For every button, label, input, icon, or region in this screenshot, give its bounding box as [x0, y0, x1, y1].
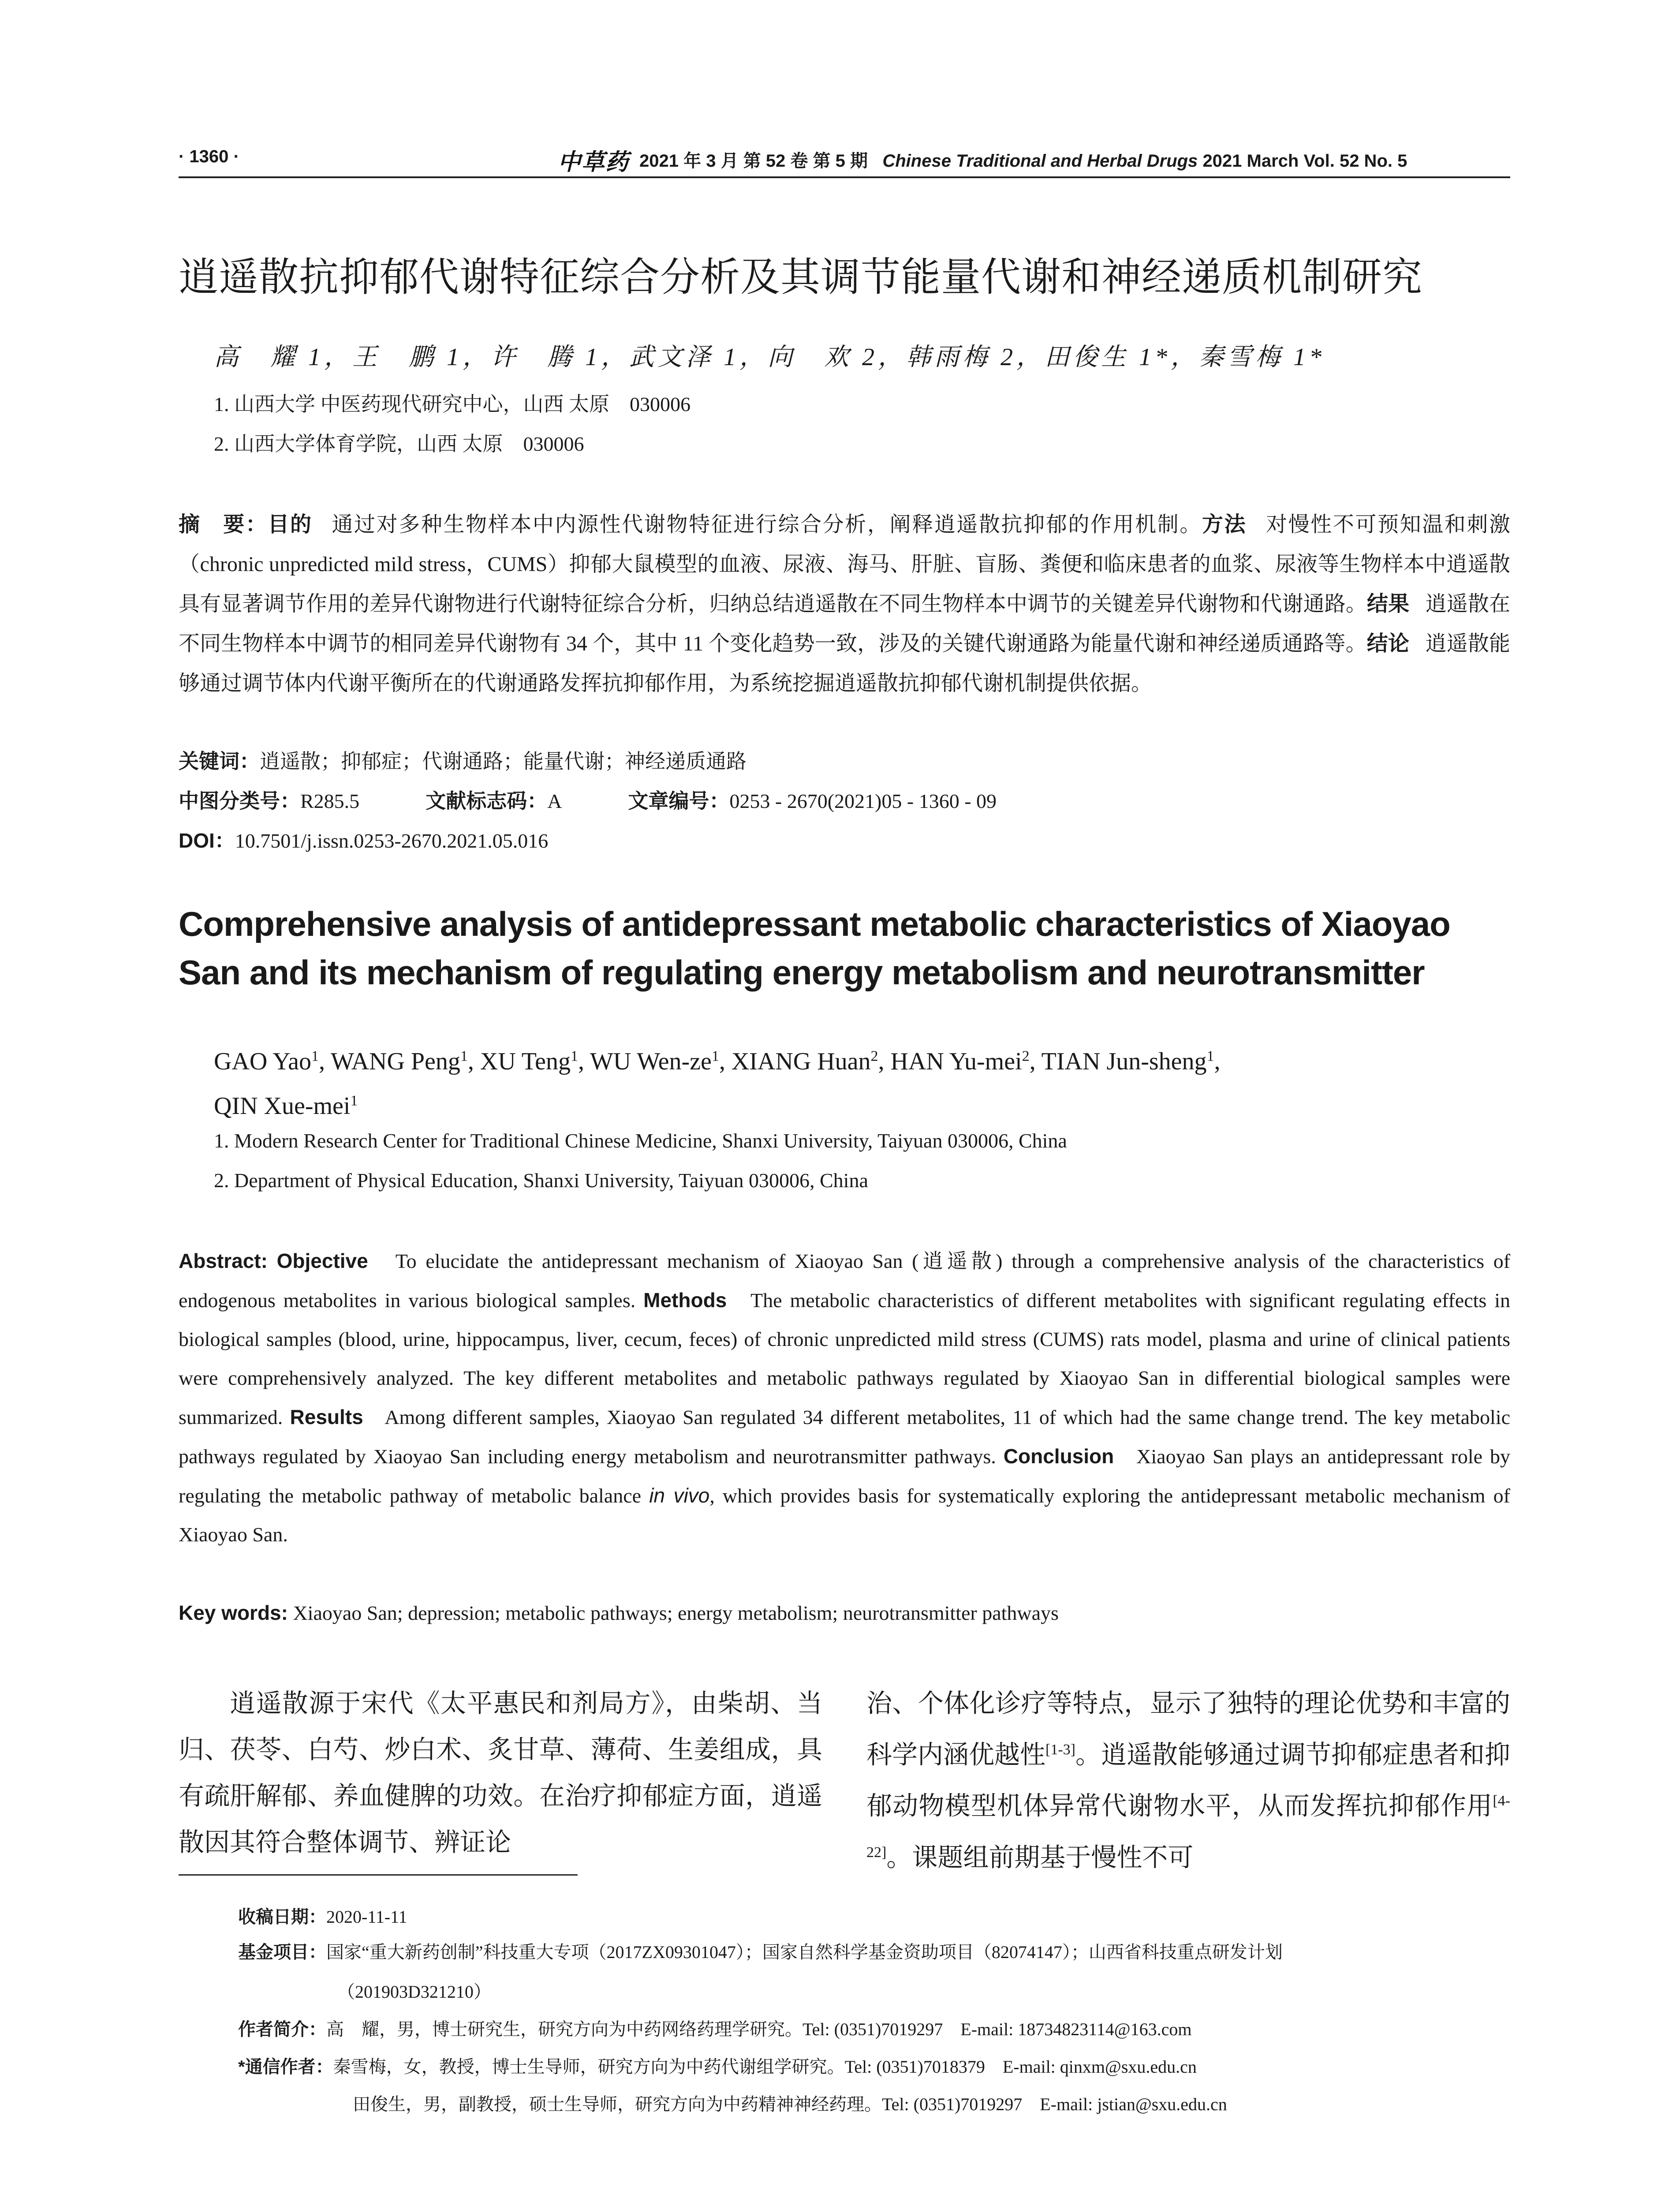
cn-keywords-label: 关键词： — [179, 750, 260, 773]
cn-title: 逍遥散抗抑郁代谢特征综合分析及其调节能量代谢和神经递质机制研究 — [179, 254, 1422, 300]
en-objective-text: To elucidate the antidepressant mechanism of Xiaoyao San (逍遥散) through a comprehensive analysis of the characteristics of endogenous metabolites in various biological samples. — [179, 1250, 1511, 1312]
en-author: XIANG Huan$^2$ — [731, 1047, 878, 1075]
citation-1-3: [1-3] — [1045, 1742, 1075, 1758]
footnote-corresponding — [238, 2053, 1197, 2078]
en-affiliation-1: 1. Modern Research Center for Traditional Chinese Medicine, Shanxi University, Taiyuan 030006, China — [214, 1129, 1067, 1152]
en-author: XU Teng$^1$ — [480, 1047, 578, 1075]
en-results-text: Among different samples, Xiaoyao San regulated 34 different metabolites, 11 of which had the same change trend. The key metabolic pathways regulated by Xiaoyao San including energy metabolism and neurotransmitter pathways. — [179, 1406, 1511, 1468]
en-affiliation-2: 2. Department of Physical Education, Shanxi University, Taiyuan 030006, China — [214, 1169, 868, 1192]
cn-methods-text: 对慢性不可预知温和刺激（chronic unpredicted mild stress，CUMS）抑郁大鼠模型的血液、尿液、海马、肝脏、盲肠、粪便和临床患者的血浆、尿液等生物样本中逍遥散具有显著调节作用的差异代谢物进行代谢特征综合分析，归纳总结逍遥散在不同生物样本中调节的关键差异代谢物和代谢通路。 — [179, 513, 1510, 616]
fund-label: 基金项目： — [238, 1943, 326, 1962]
en-conclusion-text-b: , which provides basis for systematically exploring the antidepressant metabolic mechanism of Xiaoyao San. — [179, 1484, 1511, 1546]
en-objective-label: Objective — [276, 1249, 368, 1272]
cn-affiliation-1: 1. 山西大学 中医药现代研究中心，山西 太原 030006 — [214, 393, 691, 415]
en-keywords — [179, 1601, 1059, 1625]
en-author: WU Wen-$ze^1$ — [590, 1047, 719, 1075]
en-author: QIN Xue-mei$^1$ — [214, 1092, 358, 1120]
footnote-corresponding-2: 田俊生，男，副教授，硕士生导师，研究方向为中药精神神经药理。Tel: (0351)7019297 E-mail: jstian@sxu.edu.cn — [353, 2094, 1227, 2114]
en-keywords-label: Key words: — [179, 1601, 288, 1624]
corr-label: *通信作者： — [238, 2057, 333, 2077]
cn-affiliation-2: 2. 山西大学体育学院，山西 太原 030006 — [214, 433, 584, 455]
en-abstract-label: Abstract: — [179, 1249, 268, 1272]
cn-abstract — [179, 505, 1510, 752]
body-right-c: 。课题组前期基于慢性不可 — [886, 1842, 1194, 1872]
class-value: R285.5 — [300, 790, 360, 812]
body-right-b: 。逍遥散能够通过调节抑郁症患者和抑郁动物模型机体异常代谢物水平，从而发挥抗抑郁作用 — [866, 1740, 1510, 1820]
author-text: 高 耀，男，博士研究生，研究方向为中药网络药理学研究。Tel: (0351)7019297 E-mail: 18734823114@163.com — [326, 2019, 1192, 2039]
cn-keywords — [179, 745, 747, 774]
footnote-rule — [179, 1874, 578, 1876]
received-date: 2020-11-11 — [326, 1907, 407, 1927]
en-keywords-text: Xiaoyao San; depression; metabolic pathways; energy metabolism; neurotransmitter pathways — [293, 1602, 1059, 1624]
en-results-label: Results — [290, 1405, 363, 1428]
received-label: 收稿日期： — [238, 1907, 326, 1927]
cn-keywords-text: 逍遥散；抑郁症；代谢通路；能量代谢；神经递质通路 — [260, 750, 747, 773]
header-rule — [179, 176, 1510, 178]
cn-objective-label: 目的 — [268, 513, 313, 536]
doi-value: 10.7501/j.issn.0253-2670.2021.05.016 — [235, 830, 549, 852]
en-author: WANG Peng$^1$ — [330, 1047, 468, 1075]
corr-text-1: 秦雪梅，女，教授，博士生导师，研究方向为中药代谢组学研究。Tel: (0351)7018379 E-mail: qinxm@sxu.edu.cn — [333, 2057, 1197, 2077]
cn-objective-text: 通过对多种生物样本中内源性代谢物特征进行综合分析，阐释逍遥散抗抑郁的作用机制。 — [332, 513, 1202, 536]
body-right-a: 治、个体化诊疗等特点，显示了独特的理论优势和丰富的科学内涵优越性 — [866, 1689, 1510, 1769]
en-conclusion-label: Conclusion — [1003, 1445, 1114, 1468]
issue-en: 2021 March Vol. 52 No. 5 — [1202, 151, 1407, 171]
en-methods-text: The metabolic characteristics of different metabolites with significant regulating effects in biological samples (blood, urine, hippocampus, liver, cecum, feces) of chronic unpredicted mild stress (CUMS) rats model, plasma and urine of clinical patients were comprehensively analyzed. The key different metabolites and metabolic pathways regulated by Xiaoyao San in differential biological samples were summarized. — [179, 1289, 1511, 1428]
en-conclusion-text-a: Xiaoyao San plays an antidepressant role by regulating the metabolic pathway of metabolic balance — [179, 1445, 1511, 1507]
doi — [179, 825, 548, 854]
author-label: 作者简介： — [238, 2020, 326, 2039]
doi-label: DOI： — [179, 829, 235, 852]
en-author: HAN Yu-mei$^2$ — [890, 1047, 1030, 1075]
code-value: A — [547, 790, 562, 812]
en-authors: GAO Yao$^1$, WANG Peng$^1$, XU Teng$^1$, WU Wen-$ze^1$, XIANG Huan$^2$, HAN Yu-mei$^2$, TIAN Jun-sheng$^1$, QIN Xue-mei$^1$ — [214, 1047, 1221, 1120]
en-title: Comprehensive analysis of antidepressant metabolic characteristics of Xiaoyao San and its mechanism of regulating energy metabolism and neurotransmitter — [179, 904, 1450, 992]
footnote-fund — [238, 1938, 1283, 1963]
cn-methods-label: 方法 — [1202, 513, 1247, 536]
footnote-author — [238, 2015, 1191, 2041]
code-label: 文献标志码： — [426, 789, 548, 812]
en-author: GAO Yao$^1$ — [214, 1047, 319, 1075]
en-abstract — [179, 1241, 1510, 1554]
cn-results-label: 结果 — [1366, 592, 1410, 616]
cn-abstract-label: 摘 要： — [179, 513, 268, 536]
class-label: 中图分类号： — [179, 789, 300, 812]
cn-conclusion-label: 结论 — [1366, 632, 1410, 655]
body-column-right — [866, 1680, 1510, 1880]
issue-cn: 2021 年 3 月 第 52 卷 第 5 期 — [639, 151, 868, 171]
footnote-received — [238, 1903, 407, 1928]
article-value: 0253 - 2670(2021)05 - 1360 - 09 — [729, 790, 997, 812]
fund-text: 国家“重大新药创制”科技重大专项（2017ZX09301047）；国家自然科学基金资助项目（82074147）；山西省科技重点研发计划 — [326, 1942, 1283, 1962]
footnote-fund-cont: （201903D321210） — [337, 1982, 491, 2002]
running-header — [179, 143, 1510, 179]
page-number: · 1360 · — [179, 147, 239, 166]
journal-meta — [639, 147, 1407, 172]
en-methods-label: Methods — [643, 1289, 727, 1312]
journal-name-cn: 中草药 — [558, 150, 630, 175]
citation-4-22: [4-22] — [866, 1793, 1510, 1861]
cn-authors: 高 耀 1，王 鹏 1，许 腾 1，武文泽 1，向 欢 2，韩雨梅 2，田俊生 1*，秦雪梅 1* — [214, 344, 1325, 371]
cn-results-text: 逍遥散在不同生物样本中调节的相同差异代谢物有 34 个，其中 11 个变化趋势一致，涉及的关键代谢通路为能量代谢和神经递质通路等。 — [179, 592, 1510, 655]
en-author: TIAN Jun-sheng$^1$ — [1041, 1047, 1214, 1075]
article-label: 文章编号： — [628, 789, 730, 812]
cn-classification — [179, 785, 997, 814]
in-vivo-italic: in vivo — [649, 1484, 710, 1507]
body-column-left: 逍遥散源于宋代《太平惠民和剂局方》，由柴胡、当归、茯苓、白芍、炒白术、炙甘草、薄荷、生姜组成，具有疏肝解郁、养血健脾的功效。在治疗抑郁症方面，逍遥散因其符合整体调节、辨证论 — [179, 1689, 822, 1857]
journal-name-en: Chinese Traditional and Herbal Drugs — [882, 151, 1198, 171]
cn-conclusion-text: 逍遥散能够通过调节体内代谢平衡所在的代谢通路发挥抗抑郁作用，为系统挖掘逍遥散抗抑郁代谢机制提供依据。 — [179, 632, 1510, 695]
